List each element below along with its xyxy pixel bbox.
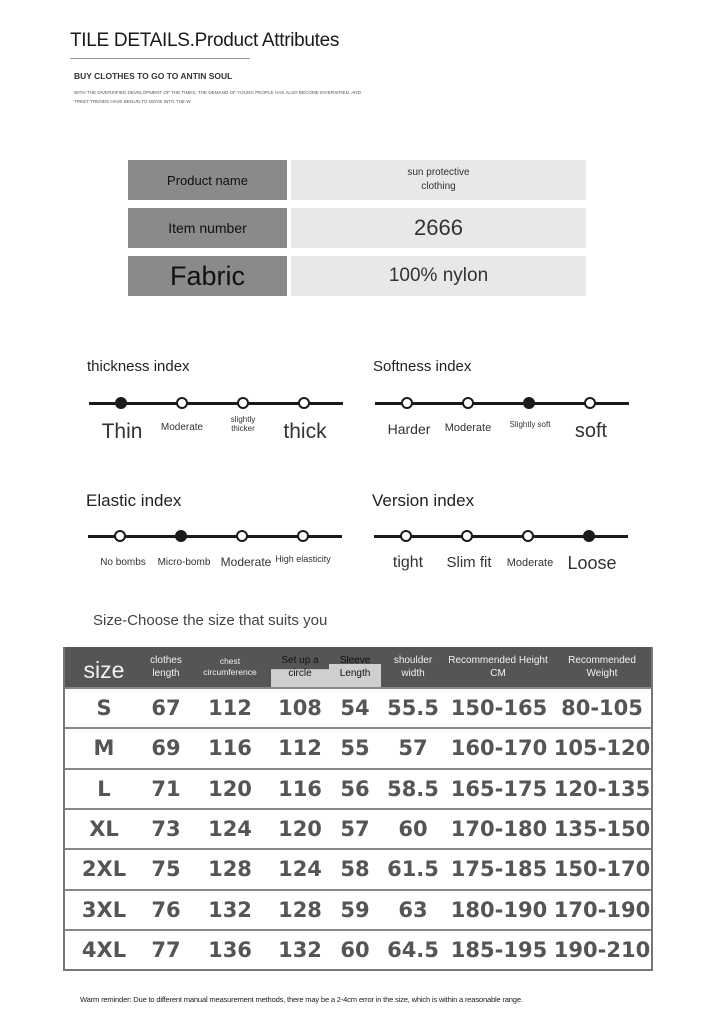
attribute-row-product-name	[128, 160, 586, 200]
size-cell: 120-135	[553, 776, 651, 801]
size-row	[65, 929, 651, 969]
size-cell: M	[93, 736, 115, 761]
scale-label: Loose	[567, 553, 617, 573]
scale-label: Moderate	[506, 557, 554, 569]
size-cell: 63	[398, 897, 428, 922]
scale-dot	[523, 397, 535, 409]
size-cell: 58	[340, 857, 370, 882]
scale-label: Moderate	[220, 555, 272, 569]
scale-label: Slightly soft	[509, 420, 551, 429]
size-row	[65, 848, 651, 888]
size-cell: 77	[151, 937, 181, 962]
size-cell: 180-190	[450, 897, 548, 922]
header-shoulder-width: shoulder width	[393, 655, 433, 679]
scale-label: slightly thicker	[230, 415, 256, 433]
thickness-index	[87, 358, 345, 448]
scale-dot	[175, 530, 187, 542]
scale-dot	[461, 530, 473, 542]
size-cell: 67	[151, 696, 181, 720]
index-title: Elastic index	[86, 491, 182, 510]
size-cell: 170-190	[553, 897, 651, 922]
attribute-row-fabric	[128, 256, 586, 296]
size-table-header	[65, 647, 651, 687]
scale-dot	[462, 397, 474, 409]
size-cell: 108	[278, 696, 322, 720]
scale-label: Moderate	[444, 422, 492, 434]
attribute-label: Fabric	[128, 256, 287, 296]
size-cell: 185-195	[450, 937, 548, 962]
scale-dot	[297, 530, 309, 542]
softness-index	[373, 358, 631, 448]
size-cell: 76	[151, 897, 181, 922]
scale-label: Slim fit	[446, 554, 492, 571]
scale-dot	[114, 530, 126, 542]
scale-label: No bombs	[100, 557, 146, 568]
scale-label: Harder	[387, 421, 431, 437]
scale-dot	[298, 397, 310, 409]
size-cell: 73	[151, 816, 181, 841]
size-cell: 116	[208, 736, 252, 761]
scale-dot	[401, 397, 413, 409]
size-cell: 4XL	[81, 937, 127, 962]
size-cell: 56	[340, 776, 370, 801]
attribute-value: sun protective clothing	[291, 160, 586, 200]
scale-label: thick	[283, 420, 327, 443]
size-cell: 64.5	[387, 937, 439, 962]
size-cell: 71	[151, 776, 181, 801]
size-cell: 132	[208, 897, 252, 922]
size-table	[63, 647, 653, 971]
index-title: Version index	[372, 491, 475, 510]
size-cell: 120	[278, 816, 322, 841]
size-cell: 80-105	[561, 696, 643, 720]
size-cell: 165-175	[450, 776, 548, 801]
size-cell: 112	[208, 696, 252, 720]
header-recommended-weight: Recommended Weight	[568, 655, 636, 679]
size-cell: 54	[340, 696, 370, 720]
size-cell: 57	[398, 736, 428, 761]
size-cell: 128	[278, 897, 322, 922]
size-cell: 61.5	[387, 857, 439, 882]
size-cell: XL	[89, 816, 119, 841]
size-cell: 132	[278, 937, 322, 962]
size-cell: 60	[340, 937, 370, 962]
attribute-row-item-number	[128, 208, 586, 248]
warm-reminder: Warm reminder: Due to different manual measurement methods, there may be a 2-4cm error in the size, which is within a reasonable range.	[80, 995, 523, 1004]
size-cell: 60	[398, 816, 428, 841]
scale-label: Thin	[101, 420, 143, 443]
page-title: TILE DETAILS.Product Attributes	[70, 30, 340, 51]
size-cell: 69	[151, 736, 181, 761]
size-cell: 124	[208, 816, 252, 841]
size-cell: 120	[208, 776, 252, 801]
size-cell: 59	[340, 897, 370, 922]
size-row	[65, 727, 651, 767]
size-cell: S	[96, 696, 112, 720]
size-cell: 3XL	[81, 897, 127, 922]
scale-dot	[583, 530, 595, 542]
size-cell: L	[97, 776, 111, 801]
size-cell: 175-185	[450, 857, 548, 882]
attribute-label: Item number	[128, 208, 287, 248]
size-cell: 55	[340, 736, 370, 761]
attribute-value: 2666	[291, 208, 586, 248]
scale-dot	[176, 397, 188, 409]
size-cell: 190-210	[553, 937, 651, 962]
header-clothes-length: clothes length	[150, 655, 182, 679]
size-cell: 135-150	[553, 816, 651, 841]
size-row	[65, 687, 651, 727]
size-cell: 124	[278, 857, 322, 882]
size-row	[65, 808, 651, 848]
scale-label: High elasticity	[275, 554, 331, 564]
brand-subtitle: BUY CLOTHES TO GO TO ANTIN SOUL	[74, 71, 233, 81]
size-cell: 55.5	[387, 696, 439, 720]
index-title: Softness index	[373, 358, 472, 375]
size-cell: 112	[278, 736, 322, 761]
size-cell: 2XL	[81, 857, 127, 882]
index-title: thickness index	[87, 358, 190, 375]
size-cell: 58.5	[387, 776, 439, 801]
size-cell: 150-165	[450, 696, 548, 720]
scale-dot	[522, 530, 534, 542]
size-cell: 57	[340, 816, 370, 841]
size-cell: 128	[208, 857, 252, 882]
scale-dot	[400, 530, 412, 542]
attribute-value: 100% nylon	[291, 256, 586, 296]
header-recommended-height: Recommended Height CM	[448, 655, 548, 679]
title-divider	[70, 58, 250, 59]
size-cell: 105-120	[553, 736, 651, 761]
scale-label: Micro-bomb	[157, 557, 211, 568]
scale-label: Moderate	[160, 422, 204, 433]
scale-dot	[115, 397, 127, 409]
header-sleeve-length: Sleeve Length	[329, 647, 381, 687]
scale-dot	[236, 530, 248, 542]
size-cell: 170-180	[450, 816, 548, 841]
size-cell: 150-170	[553, 857, 651, 882]
version-index	[372, 491, 630, 581]
size-row	[65, 768, 651, 808]
attribute-label: Product name	[128, 160, 287, 200]
elastic-index	[86, 491, 344, 581]
scale-label: soft	[574, 420, 608, 442]
header-chest-circumference: chest circumference	[203, 655, 257, 677]
size-heading: Size-Choose the size that suits you	[93, 612, 328, 629]
size-cell: 75	[151, 857, 181, 882]
size-row	[65, 889, 651, 929]
scale-dot	[584, 397, 596, 409]
size-cell: 160-170	[450, 736, 548, 761]
size-cell: 136	[208, 937, 252, 962]
header-size: size	[83, 657, 125, 684]
scale-dot	[237, 397, 249, 409]
scale-label: tight	[392, 554, 424, 571]
header-set-up-circle: Set up a circle	[271, 647, 329, 687]
size-cell: 116	[278, 776, 322, 801]
brand-tagline: WITH THE DIVERSIFIED DEVELOPMENT OF THE TIMES, THE DEMAND OF YOUNG PEOPLE HAS ALSO BECOME DIVERSIFIED, AND TREET TRENDS HAVE BEGUN TO MOVE INTO THE W	[74, 90, 361, 104]
